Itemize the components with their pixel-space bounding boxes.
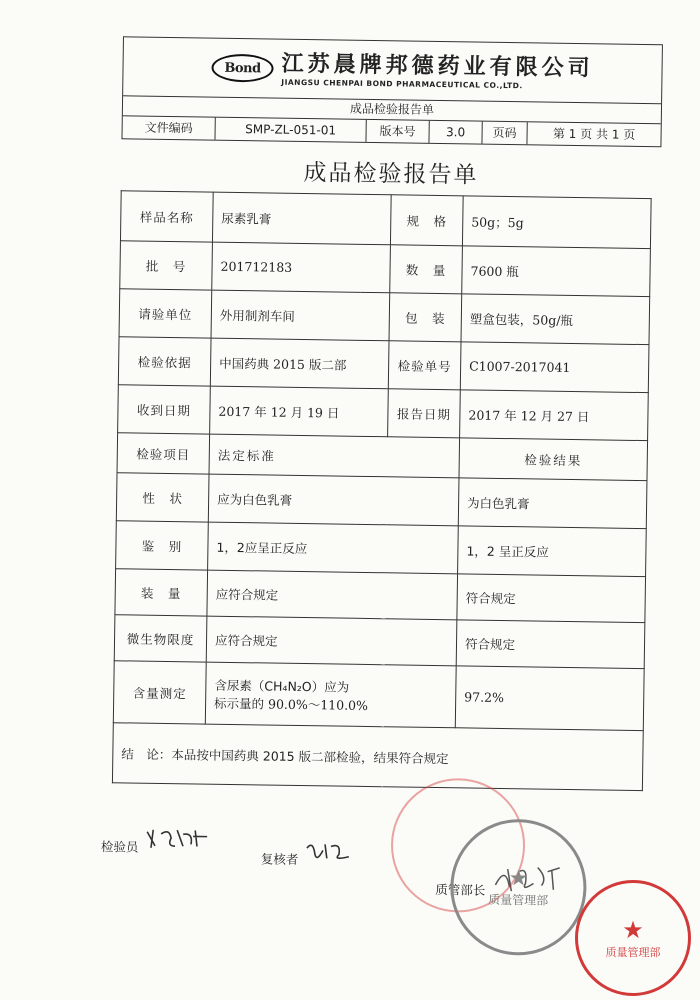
test-result: 符合规定 [457, 574, 646, 623]
spec-label: 规 格 [390, 195, 463, 246]
page-label: 页码 [482, 122, 527, 145]
basis-label: 检验依据 [118, 337, 211, 386]
test-item: 性 状 [116, 473, 209, 522]
report-page [90, 36, 663, 941]
batch-value: 201712183 [212, 242, 391, 293]
company-seal-center-text: 质量管理部 [488, 892, 549, 908]
row-requester [119, 289, 650, 345]
test-result: 符合规定 [456, 620, 645, 669]
test-standard-line1: 含尿素（CH₄N₂O）应为 [214, 677, 350, 695]
file-code-label: 文件编码 [122, 116, 215, 139]
company-name-en: JIANGSU CHENPAI BOND PHARMACEUTICAL CO.,LTD. [281, 77, 523, 90]
reviewer-signature [261, 837, 355, 868]
row-dates [118, 385, 649, 441]
test-result: 为白色乳膏 [458, 478, 647, 529]
header-doc-title: 成品检验报告单 [123, 95, 661, 123]
reviewer-handwritten-signature [302, 852, 354, 868]
test-row [116, 521, 647, 577]
requester-label: 请验单位 [119, 289, 212, 338]
red-seal-text: 质量管理部 [605, 946, 661, 959]
company-banner [123, 37, 662, 103]
seal-star-icon: ★ [508, 866, 529, 892]
conclusion-label: 结 论： [121, 745, 172, 762]
inspector-label: 检验员 [100, 839, 139, 855]
test-standard-header: 法定标准 [209, 434, 460, 478]
quantity-label: 数 量 [390, 245, 463, 294]
test-standard: 应符合规定 [206, 616, 457, 666]
batch-label: 批 号 [120, 241, 213, 290]
row-sample-name [120, 191, 651, 249]
test-row [114, 615, 645, 669]
quantity-value: 7600 瓶 [462, 246, 651, 297]
row-batch [120, 241, 651, 297]
inspector-signature [101, 823, 213, 858]
company-name-cn: 江苏晨牌邦德药业有限公司 [281, 51, 594, 81]
company-seal-stamp [449, 818, 587, 956]
test-row [116, 473, 647, 529]
test-row [113, 661, 644, 731]
test-standard [205, 662, 456, 728]
test-standard: 1，2应呈正反应 [208, 522, 459, 574]
page-title: 成品检验报告单 [303, 159, 479, 189]
qa-head-label: 质管部长 [435, 882, 486, 898]
received-date-label: 收到日期 [118, 385, 211, 434]
inspection-no-label: 检验单号 [388, 341, 461, 390]
inspector-handwritten-signature [142, 836, 212, 858]
row-basis [118, 337, 649, 393]
spec-value: 50g；5g [462, 196, 651, 249]
basis-value: 中国药典 2015 版二部 [210, 338, 389, 389]
received-date-value: 2017 年 12 月 19 日 [210, 386, 389, 437]
test-standard-line2: 标示量的 90.0%～110.0% [214, 695, 369, 713]
conclusion-cell [112, 723, 643, 791]
reviewer-label: 复核者 [260, 851, 299, 867]
red-quality-seal [575, 880, 691, 996]
test-result: 97.2% [455, 666, 644, 731]
test-result: 1，2 呈正反应 [458, 526, 647, 577]
test-standard: 应符合规定 [207, 570, 458, 620]
conclusion-text: 本品按中国药典 2015 版二部检验，结果符合规定 [171, 746, 449, 766]
red-seal-star-icon: ★ [622, 916, 644, 944]
package-label: 包 装 [389, 293, 462, 342]
bond-logo: Bond [211, 54, 273, 83]
conclusion-row [112, 723, 643, 791]
signature-area [90, 783, 652, 941]
version-value: 3.0 [429, 121, 482, 144]
package-value: 塑盒包装，50g/瓶 [461, 294, 650, 345]
test-item: 装 量 [115, 569, 208, 616]
report-table [112, 190, 652, 791]
test-standard: 应为白色乳膏 [208, 474, 459, 526]
test-row [115, 569, 646, 623]
test-result-header: 检验结果 [459, 438, 648, 481]
report-date-label: 报告日期 [388, 389, 461, 438]
sample-name-label: 样品名称 [120, 191, 213, 242]
test-item-header: 检验项目 [117, 433, 210, 474]
test-item: 微生物限度 [114, 615, 207, 662]
version-label: 版本号 [366, 120, 429, 143]
test-item: 含量测定 [113, 661, 206, 724]
document-header [121, 36, 662, 147]
sample-name-value: 尿素乳膏 [212, 192, 391, 245]
test-item: 鉴 别 [116, 521, 209, 570]
inspection-no-value: C1007-2017041 [460, 342, 649, 393]
requester-value: 外用制剂车间 [211, 290, 390, 341]
file-code-value: SMP-ZL-051-01 [215, 118, 366, 142]
report-date-value: 2017 年 12 月 27 日 [460, 390, 649, 441]
page-value: 第 1 页 共 1 页 [552, 126, 636, 142]
